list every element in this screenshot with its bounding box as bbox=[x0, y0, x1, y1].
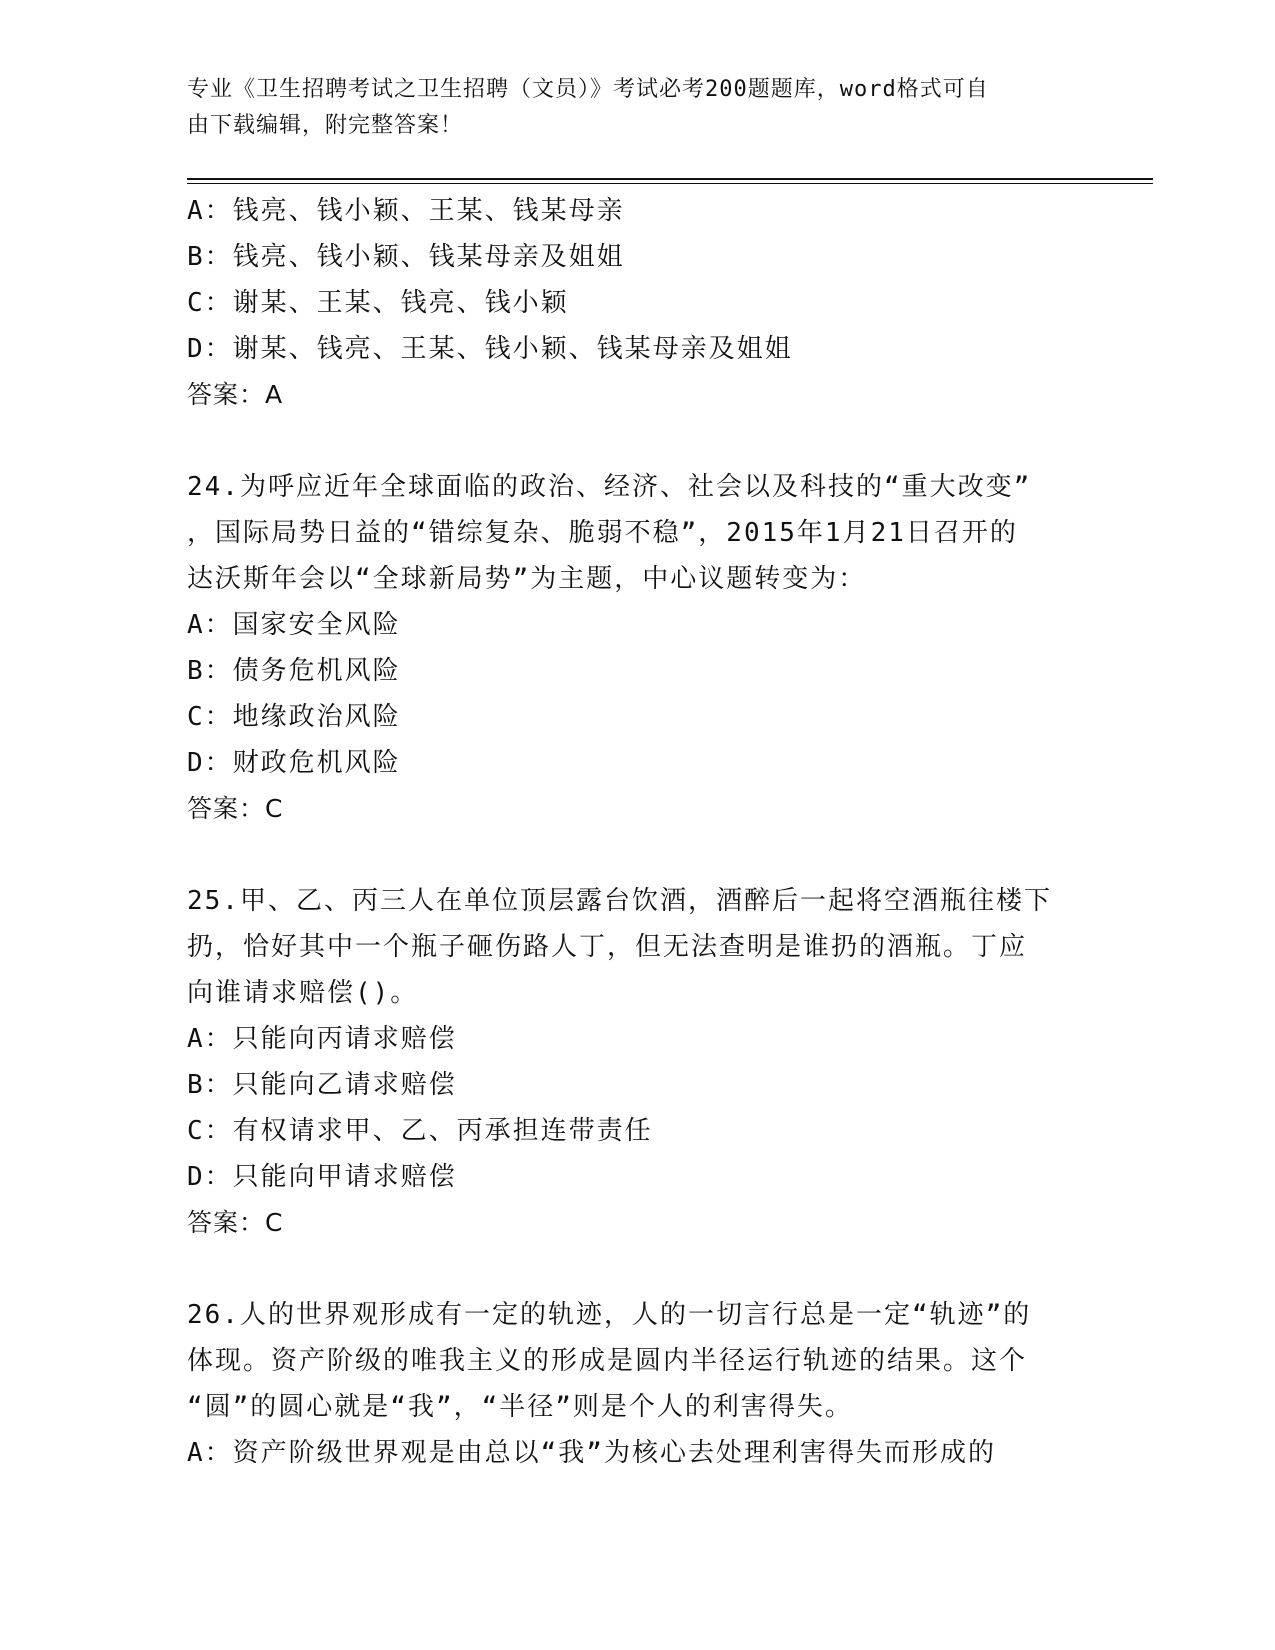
question-text-line: 扔，恰好其中一个瓶子砸伤路人丁，但无法查明是谁扔的酒瓶。丁应 bbox=[187, 932, 1028, 962]
answer-line: 答案：A bbox=[187, 380, 284, 409]
question-text-line: 达沃斯年会以“全球新局势”为主题，中心议题转变为： bbox=[187, 564, 867, 594]
question-text-line: 26.人的世界观形成有一定的轨迹，人的一切言行总是一定“轨迹”的 bbox=[187, 1300, 1032, 1330]
option-b: B：只能向乙请求赔偿 bbox=[187, 1070, 457, 1100]
question-26 bbox=[187, 1292, 1107, 1476]
question-text-line: 24.为呼应近年全球面临的政治、经济、社会以及科技的“重大改变” bbox=[187, 472, 1032, 502]
option-a: A：钱亮、钱小颖、王某、钱某母亲 bbox=[187, 196, 625, 226]
option-d: D：只能向甲请求赔偿 bbox=[187, 1162, 457, 1192]
option-a: A：国家安全风险 bbox=[187, 610, 401, 640]
option-b: B：钱亮、钱小颖、钱某母亲及姐姐 bbox=[187, 242, 625, 272]
option-c: C：有权请求甲、乙、丙承担连带责任 bbox=[187, 1116, 653, 1146]
answer-line: 答案：C bbox=[187, 1208, 284, 1237]
spacer bbox=[187, 418, 1107, 464]
option-c: C：地缘政治风险 bbox=[187, 702, 401, 732]
question-text-line: 25.甲、乙、丙三人在单位顶层露台饮酒，酒醉后一起将空酒瓶往楼下 bbox=[187, 886, 1052, 916]
answer-line: 答案：C bbox=[187, 794, 284, 823]
header-line-1: 专业《卫生招聘考试之卫生招聘（文员）》考试必考200题题库，word格式可自 bbox=[187, 77, 989, 102]
option-a: A：资产阶级世界观是由总以“我”为核心去处理利害得失而形成的 bbox=[187, 1438, 996, 1468]
option-a: A：只能向丙请求赔偿 bbox=[187, 1024, 457, 1054]
question-text-line: ，国际局势日益的“错综复杂、脆弱不稳”，2015年1月21日召开的 bbox=[187, 518, 1018, 548]
document-body bbox=[187, 188, 1107, 1476]
question-text-line: “圆”的圆心就是“我”，“半径”则是个人的利害得失。 bbox=[187, 1392, 853, 1422]
option-b: B：债务危机风险 bbox=[187, 656, 401, 686]
question-23-continuation bbox=[187, 188, 1107, 418]
header-line-2: 由下载编辑，附完整答案！ bbox=[187, 113, 464, 138]
option-d: D：谢某、钱亮、王某、钱小颖、钱某母亲及姐姐 bbox=[187, 334, 793, 364]
question-text-line: 向谁请求赔偿()。 bbox=[187, 978, 419, 1008]
question-text-line: 体现。资产阶级的唯我主义的形成是圆内半径运行轨迹的结果。这个 bbox=[187, 1346, 1028, 1376]
header-rule-thin bbox=[187, 183, 1153, 184]
header-rule-thick bbox=[187, 178, 1153, 180]
question-24 bbox=[187, 464, 1107, 832]
spacer bbox=[187, 832, 1107, 878]
document-header bbox=[187, 72, 1087, 144]
question-25 bbox=[187, 878, 1107, 1246]
option-d: D：财政危机风险 bbox=[187, 748, 401, 778]
option-c: C：谢某、王某、钱亮、钱小颖 bbox=[187, 288, 569, 318]
spacer bbox=[187, 1246, 1107, 1292]
